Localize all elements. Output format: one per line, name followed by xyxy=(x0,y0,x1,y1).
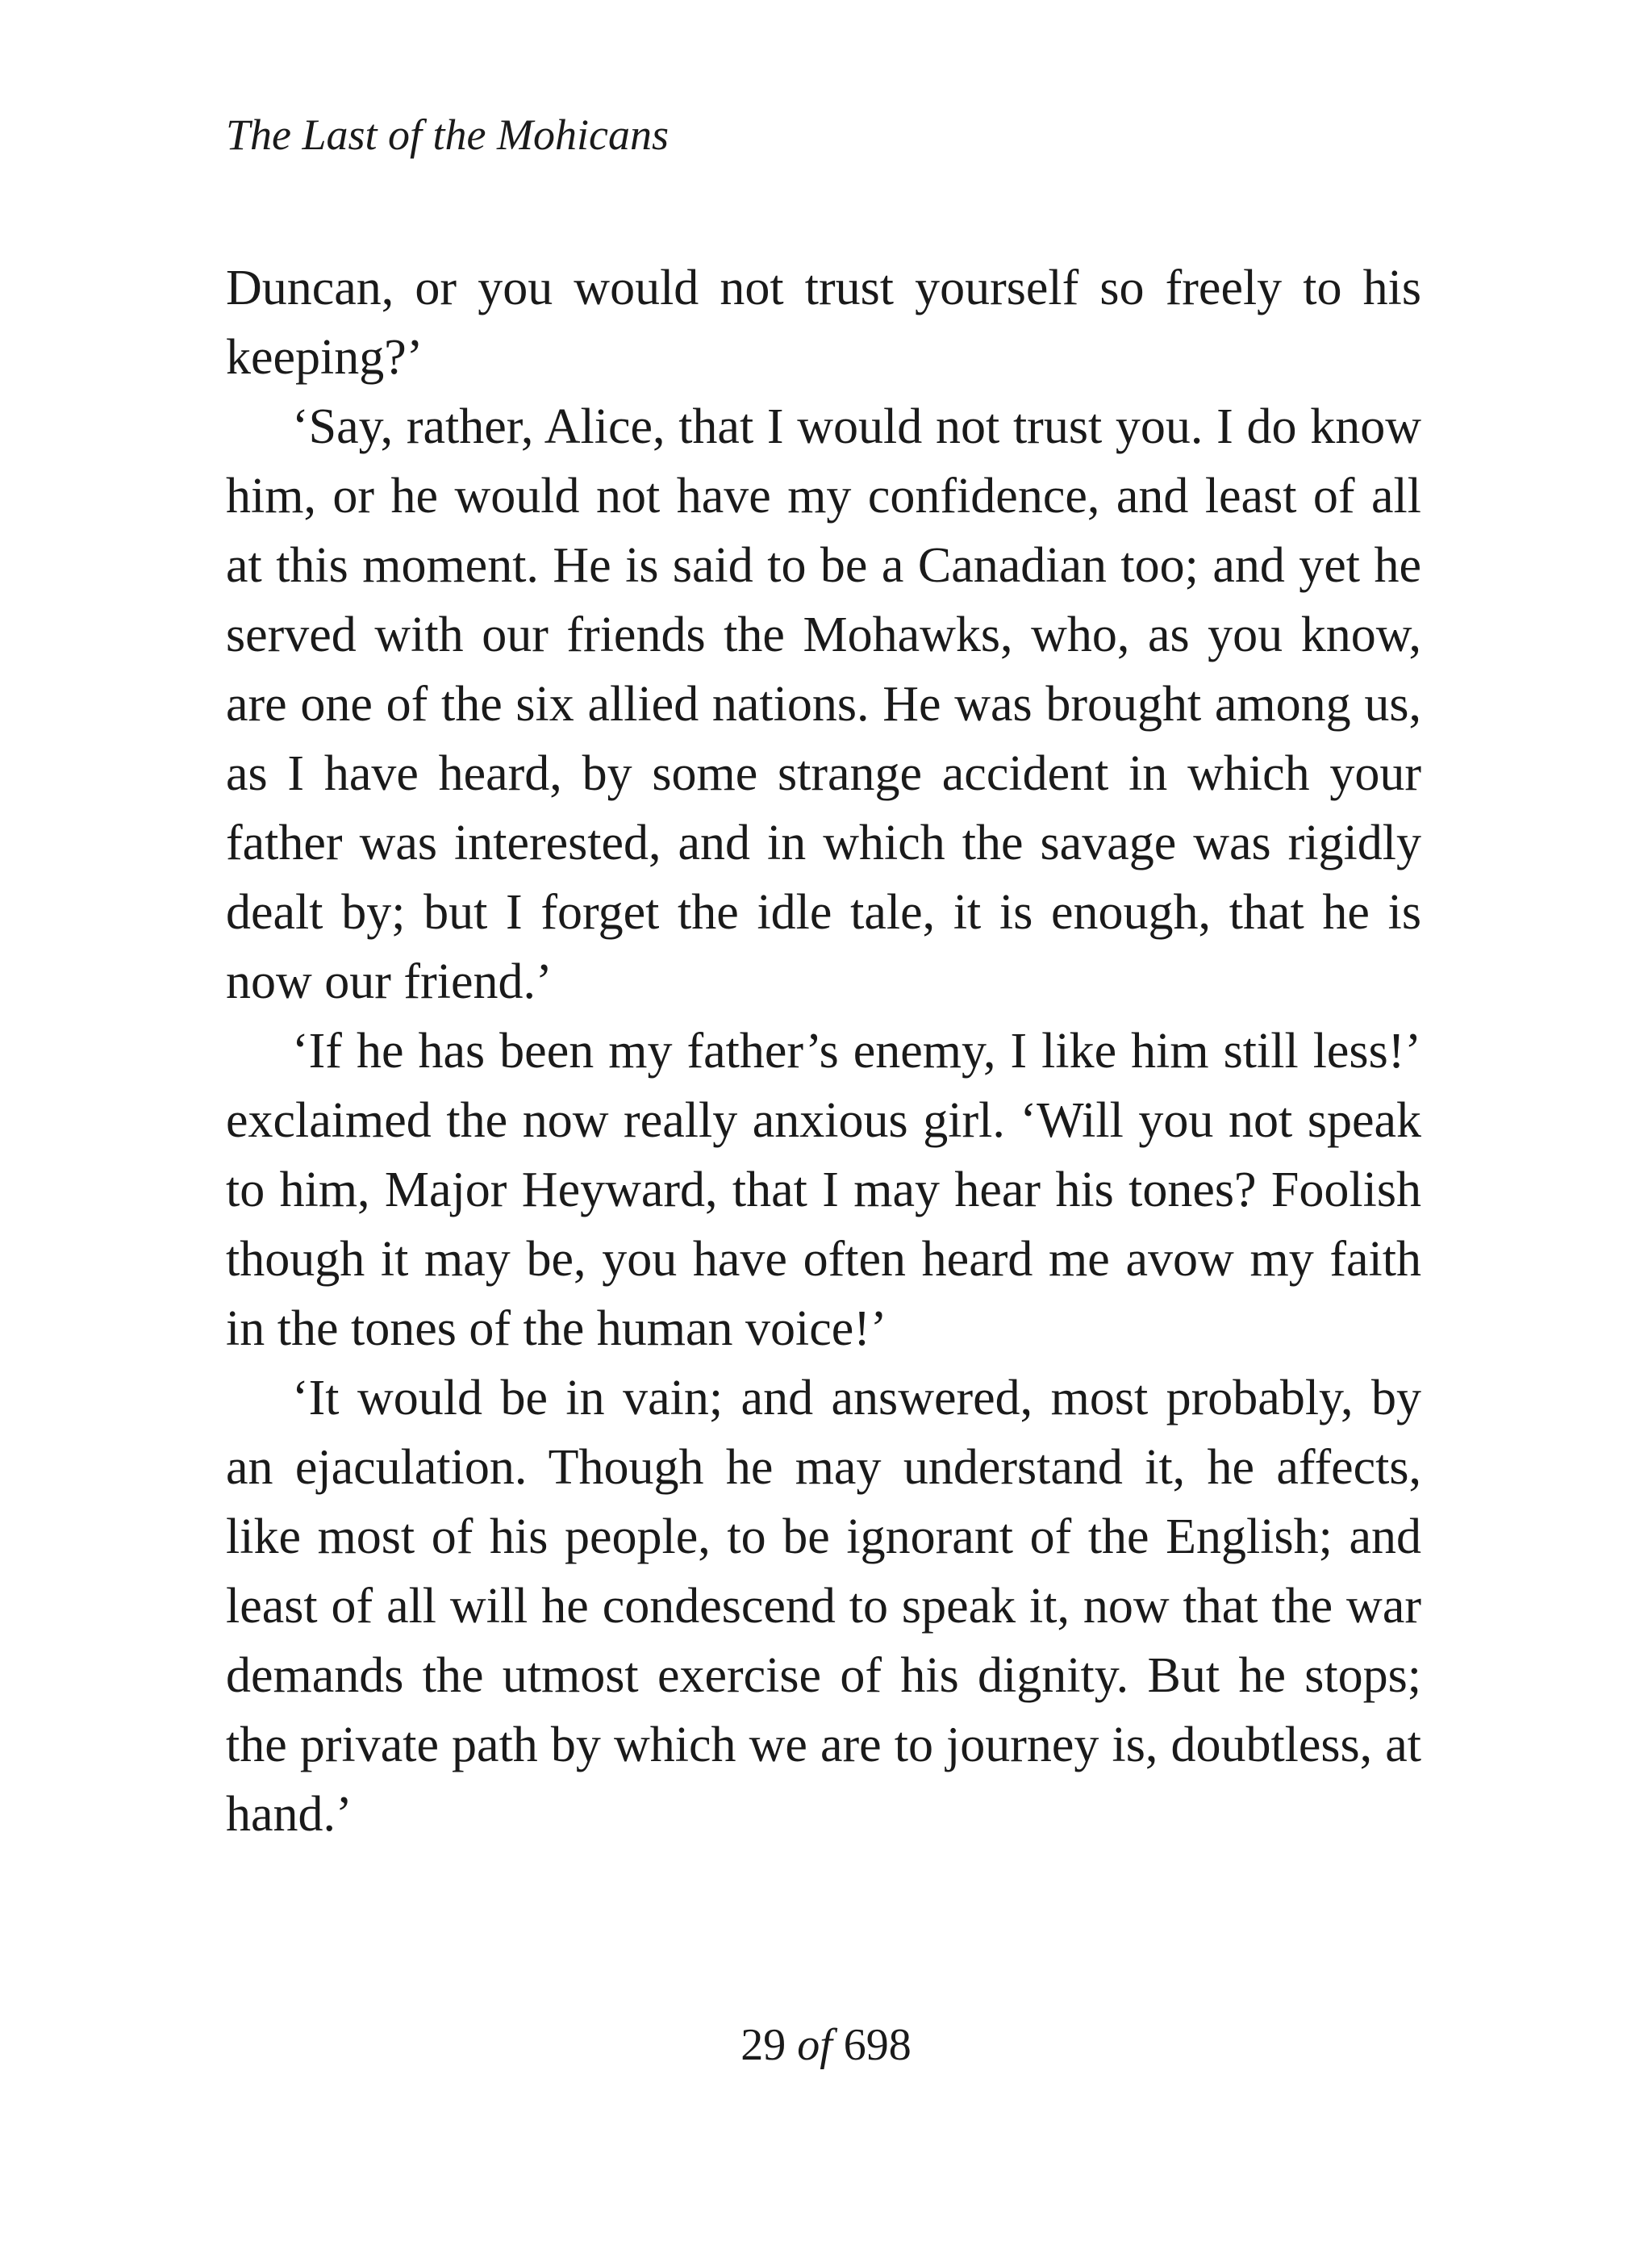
running-head-title: The Last of the Mohicans xyxy=(226,111,669,159)
paragraph: ‘If he has been my father’s enemy, I like him still less!’ exclaimed the now really anxious girl. ‘Will you not speak to him, Major Heyward, that I may hear his tones? Foolish though it may be, you have often heard me avow my faith in the tones of the human voice!’ xyxy=(226,1024,1421,1356)
current-page-number: 29 xyxy=(740,2020,786,2070)
page-number xyxy=(0,2017,1652,2073)
total-page-count: 698 xyxy=(843,2020,912,2070)
page-number-separator: of xyxy=(797,2020,832,2070)
page-body xyxy=(226,253,1421,1849)
paragraph-continuation: Duncan, or you would not trust yourself so freely to his keeping?’ xyxy=(226,261,1421,385)
paragraph: ‘Say, rather, Alice, that I would not trust you. I do know him, or he would not have my confidence, and least of all at this moment. He is said to be a Canadian too; and yet he served with our friends the Mohawks, who, as you know, are one of the six allied nations. He was brought among us, as I have heard, by some strange accident in which your father was interested, and in which the savage was rigidly dealt by; but I forget the idle tale, it is enough, that he is now our friend.’ xyxy=(226,399,1421,1009)
paragraph: ‘It would be in vain; and answered, most probably, by an ejaculation. Though he may understand it, he affects, like most of his people, to be ignorant of the English; and least of all will he condescend to speak it, now that the war demands the utmost exercise of his dignity. But he stops; the private path by which we are to journey is, doubtless, at hand.’ xyxy=(226,1371,1421,1842)
